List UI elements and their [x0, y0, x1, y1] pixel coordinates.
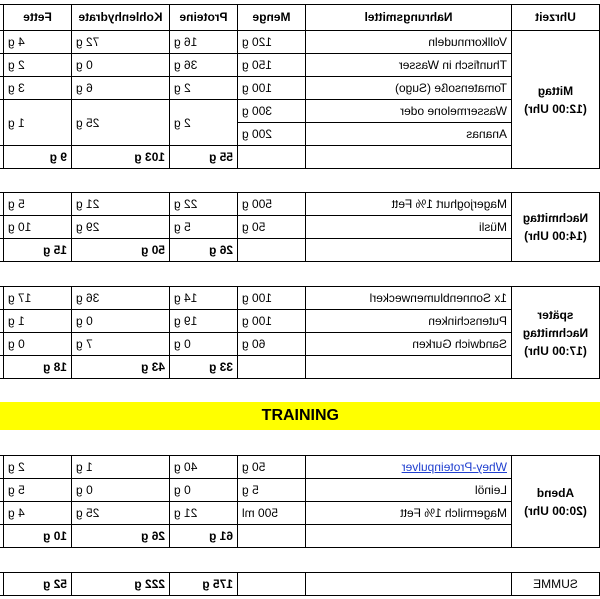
- meal-label: [512, 456, 600, 548]
- carbs-cell[interactable]: 1 g: [72, 456, 170, 479]
- food-cell[interactable]: 1x Sonnenblumenweckerl: [306, 287, 512, 310]
- food-cell[interactable]: Magerjoghurt 1% Fett: [306, 193, 512, 216]
- carbs-cell[interactable]: 0 g: [72, 310, 170, 333]
- kcal-cell[interactable]: [0, 216, 4, 239]
- evening-table: [0, 455, 600, 548]
- summary-row: [0, 573, 600, 596]
- amount-cell[interactable]: 200 g: [238, 123, 306, 146]
- summary-carbs: 222 g: [72, 573, 170, 596]
- carbs-cell[interactable]: 36 g: [72, 287, 170, 310]
- carbs-cell[interactable]: 0 g: [72, 479, 170, 502]
- food-cell[interactable]: Müsli: [306, 216, 512, 239]
- fat-cell[interactable]: 1 g: [4, 100, 72, 146]
- meal-name: später: [537, 307, 574, 322]
- amount-cell[interactable]: 500 ml: [238, 502, 306, 525]
- amount-cell[interactable]: [238, 525, 306, 548]
- total-protein: 55 g: [170, 146, 238, 169]
- total-protein: 61 g: [170, 525, 238, 548]
- training-label: TRAINING: [261, 407, 339, 424]
- total-kcal: [0, 525, 4, 548]
- carbs-cell[interactable]: 6 g: [72, 77, 170, 100]
- training-banner: [0, 402, 600, 430]
- carbs-cell[interactable]: 72 g: [72, 31, 170, 54]
- total-carbs: 26 g: [72, 525, 170, 548]
- amount-cell[interactable]: 50 g: [238, 216, 306, 239]
- food-cell[interactable]: [306, 525, 512, 548]
- food-cell[interactable]: [306, 573, 512, 596]
- protein-cell[interactable]: 2 g: [170, 100, 238, 146]
- total-fat: 18 g: [4, 356, 72, 379]
- carbs-cell[interactable]: 29 g: [72, 216, 170, 239]
- protein-cell[interactable]: 2 g: [170, 77, 238, 100]
- fat-cell[interactable]: 2 g: [4, 54, 72, 77]
- amount-cell[interactable]: 500 g: [238, 193, 306, 216]
- fat-cell[interactable]: 5 g: [4, 479, 72, 502]
- food-cell[interactable]: Tomatensoße (Sugo): [306, 77, 512, 100]
- table-row[interactable]: [0, 479, 600, 502]
- protein-cell[interactable]: 36 g: [170, 54, 238, 77]
- fat-cell[interactable]: 3 g: [4, 77, 72, 100]
- table-row[interactable]: [0, 333, 600, 356]
- afternoon-table: [0, 192, 600, 262]
- header-amount: Menge: [238, 5, 306, 31]
- summary-kcal: [0, 573, 4, 596]
- total-protein: 33 g: [170, 356, 238, 379]
- kcal-cell[interactable]: [0, 77, 4, 100]
- kcal-cell[interactable]: [0, 479, 4, 502]
- protein-cell[interactable]: 16 g: [170, 31, 238, 54]
- carbs-cell[interactable]: 0 g: [72, 54, 170, 77]
- protein-cell[interactable]: 0 g: [170, 479, 238, 502]
- amount-cell[interactable]: 60 g: [238, 333, 306, 356]
- kcal-cell[interactable]: [0, 193, 4, 216]
- food-cell[interactable]: [306, 456, 512, 479]
- food-cell[interactable]: [306, 239, 512, 262]
- meal-time: (14:00 Uhr): [524, 229, 587, 243]
- kcal-cell[interactable]: [0, 54, 4, 77]
- carbs-cell[interactable]: 25 g: [72, 100, 170, 146]
- summary-protein: 175 g: [170, 573, 238, 596]
- amount-cell[interactable]: 5 g: [238, 479, 306, 502]
- fat-cell[interactable]: 5 g: [4, 193, 72, 216]
- whey-protein-link[interactable]: Whey-Proteinpulver: [401, 460, 507, 474]
- kcal-cell[interactable]: [0, 287, 4, 310]
- fat-cell[interactable]: 0 g: [4, 333, 72, 356]
- amount-cell[interactable]: 100 g: [238, 287, 306, 310]
- kcal-cell[interactable]: [0, 456, 4, 479]
- meal-label: [512, 31, 600, 169]
- protein-cell[interactable]: 21 g: [170, 502, 238, 525]
- kcal-cell[interactable]: [0, 310, 4, 333]
- protein-cell[interactable]: 14 g: [170, 287, 238, 310]
- header-fat: Fette: [4, 5, 72, 31]
- total-kcal: [0, 356, 4, 379]
- carbs-cell[interactable]: 7 g: [72, 333, 170, 356]
- meal-name: Abend: [536, 485, 575, 500]
- table-row[interactable]: [0, 216, 600, 239]
- protein-cell[interactable]: 22 g: [170, 193, 238, 216]
- fat-cell[interactable]: 4 g: [4, 31, 72, 54]
- meal-label: [512, 193, 600, 262]
- kcal-cell[interactable]: [0, 100, 4, 146]
- food-cell[interactable]: Sandwich Gurken: [306, 333, 512, 356]
- food-cell[interactable]: Thunfisch in Wasser: [306, 54, 512, 77]
- summary-table: [0, 572, 600, 596]
- total-protein: 26 g: [170, 239, 238, 262]
- fat-cell[interactable]: 10 g: [4, 216, 72, 239]
- total-kcal: [0, 146, 4, 169]
- kcal-cell[interactable]: [0, 333, 4, 356]
- table-row[interactable]: [0, 54, 600, 77]
- food-cell[interactable]: Putenschinken: [306, 310, 512, 333]
- protein-cell[interactable]: 19 g: [170, 310, 238, 333]
- food-cell[interactable]: Magermilch 1% Fett: [306, 502, 512, 525]
- amount-cell[interactable]: 300 g: [238, 100, 306, 123]
- carbs-cell[interactable]: 21 g: [72, 193, 170, 216]
- table-row[interactable]: [0, 456, 600, 479]
- meal-time: (12:00 Uhr): [524, 101, 587, 116]
- summary-fat: 52 g: [4, 573, 72, 596]
- total-row: [0, 239, 600, 262]
- food-cell[interactable]: [306, 356, 512, 379]
- table-row[interactable]: [0, 100, 600, 123]
- amount-cell[interactable]: 120 g: [238, 31, 306, 54]
- meal-name: Nachmittag: [522, 211, 589, 225]
- meal-time: (17:00 Uhr): [524, 343, 587, 358]
- amount-cell[interactable]: 100 g: [238, 310, 306, 333]
- amount-cell[interactable]: [238, 573, 306, 596]
- protein-cell[interactable]: 5 g: [170, 216, 238, 239]
- total-row: [0, 525, 600, 548]
- meal-name: Mittag: [537, 83, 574, 98]
- total-fat: 10 g: [4, 525, 72, 548]
- fat-cell[interactable]: 4 g: [4, 502, 72, 525]
- summary-label: SUMME: [512, 573, 600, 596]
- table-row[interactable]: [0, 193, 600, 216]
- kcal-cell[interactable]: [0, 502, 4, 525]
- fat-cell[interactable]: 1 g: [4, 310, 72, 333]
- table-row[interactable]: [0, 310, 600, 333]
- fat-cell[interactable]: 2 g: [4, 456, 72, 479]
- amount-cell[interactable]: 50 g: [238, 456, 306, 479]
- food-cell[interactable]: Leinöl: [306, 479, 512, 502]
- header-time: Uhrzeit: [512, 5, 600, 31]
- total-kcal: [0, 239, 4, 262]
- table-row[interactable]: [0, 502, 600, 525]
- total-carbs: 43 g: [72, 356, 170, 379]
- fat-cell[interactable]: 17 g: [4, 287, 72, 310]
- meal-name-2: Nachmittag: [522, 325, 589, 340]
- total-row: [0, 146, 600, 169]
- lunch-table: [0, 4, 600, 169]
- total-row: [0, 356, 600, 379]
- amount-cell[interactable]: [238, 356, 306, 379]
- protein-cell[interactable]: 0 g: [170, 333, 238, 356]
- carbs-cell[interactable]: 25 g: [72, 502, 170, 525]
- meal-label: [512, 287, 600, 379]
- protein-cell[interactable]: 40 g: [170, 456, 238, 479]
- total-carbs: 50 g: [72, 239, 170, 262]
- amount-cell[interactable]: 150 g: [238, 54, 306, 77]
- food-cell[interactable]: [306, 146, 512, 169]
- amount-cell[interactable]: [238, 146, 306, 169]
- header-food: Nahrungsmittel: [306, 5, 512, 31]
- amount-cell[interactable]: [238, 239, 306, 262]
- table-row[interactable]: [0, 287, 600, 310]
- header-kcal: [0, 5, 4, 31]
- kcal-cell[interactable]: [0, 31, 4, 54]
- total-fat: 9 g: [4, 146, 72, 169]
- food-cell[interactable]: Ananas: [306, 123, 512, 146]
- table-row[interactable]: [0, 77, 600, 100]
- header-protein: Proteine: [170, 5, 238, 31]
- total-carbs: 103 g: [72, 146, 170, 169]
- header-carbs: Kohlenhydrate: [72, 5, 170, 31]
- table-row[interactable]: [0, 31, 600, 54]
- late-afternoon-table: [0, 286, 600, 379]
- amount-cell[interactable]: 100 g: [238, 77, 306, 100]
- meal-time: (20:00 Uhr): [524, 503, 587, 518]
- total-fat: 15 g: [4, 239, 72, 262]
- food-cell[interactable]: Vollkornnudeln: [306, 31, 512, 54]
- food-cell[interactable]: Wassermelone oder: [306, 100, 512, 123]
- header-row: [0, 5, 600, 31]
